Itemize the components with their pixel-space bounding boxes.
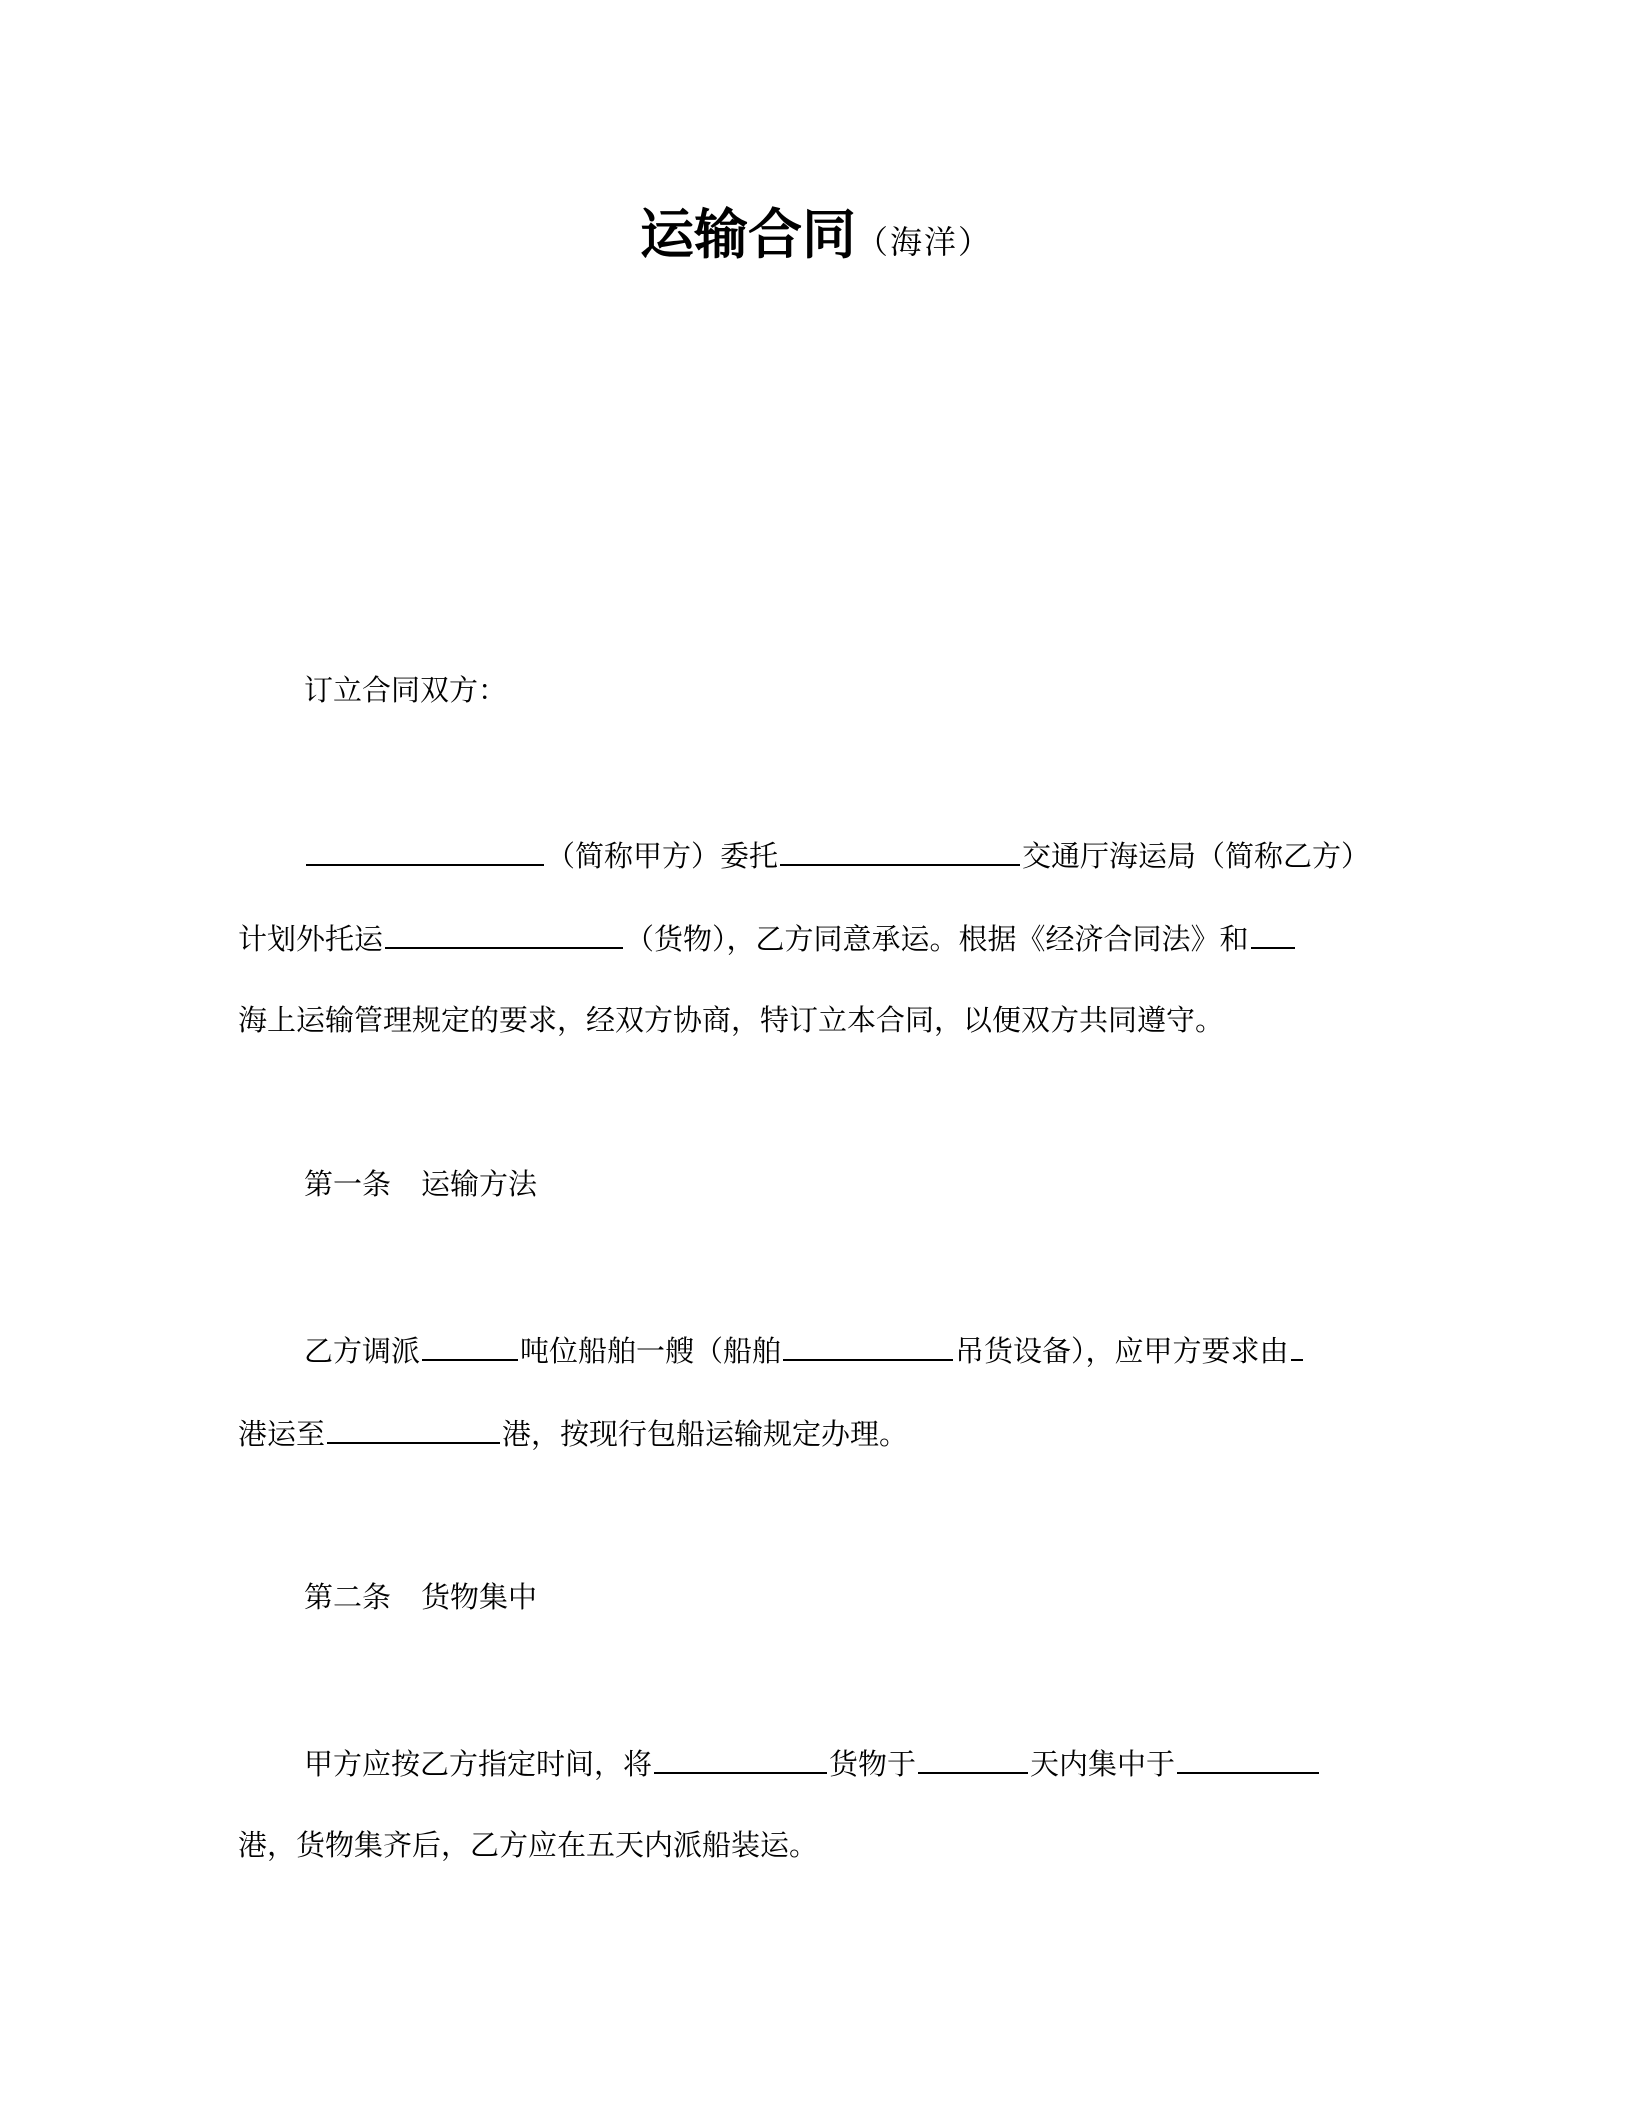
article-1-line-1: 乙方调派 吨位船舶一艘（船舶 吊货设备），应甲方要求由 <box>238 1329 1464 1371</box>
blank-origin-port[interactable] <box>1291 1329 1303 1361</box>
article-2-heading <box>238 1577 1464 1617</box>
intro-line-3: 海上运输管理规定的要求，经双方协商，特订立本合同，以便双方共同遵守。 <box>238 1003 1225 1037</box>
document-title <box>0 192 1632 269</box>
article-1-title: 运输方法 <box>421 1167 538 1201</box>
blank-destination-port[interactable] <box>327 1412 500 1444</box>
title-subtitle: （海洋） <box>855 223 992 261</box>
blank-party-a[interactable] <box>306 834 544 866</box>
article-1-heading <box>238 1164 1464 1204</box>
blank-cargo[interactable] <box>385 917 623 949</box>
blank-collection-port[interactable] <box>1177 1742 1319 1774</box>
blank-tonnage[interactable] <box>422 1329 518 1361</box>
article-2-title: 货物集中 <box>421 1580 538 1614</box>
blank-days[interactable] <box>918 1742 1028 1774</box>
article-1-line-2: 港运至 港，按现行包船运输规定办理。 <box>238 1412 1398 1454</box>
parties-heading: 订立合同双方： <box>304 673 508 707</box>
intro-line-2: 计划外托运 （货物），乙方同意承运。根据《经济合同法》和 <box>238 917 1398 959</box>
blank-region[interactable] <box>1251 917 1295 949</box>
title-main: 运输合同 <box>639 203 856 266</box>
article-2-number: 第二条 <box>304 1580 392 1614</box>
blank-goods[interactable] <box>654 1742 827 1774</box>
intro-line-1: （简称甲方）委托 交通厅海运局（简称乙方） <box>238 834 1464 876</box>
article-1-number: 第一条 <box>304 1167 392 1201</box>
article-2-line-2: 港，货物集齐后，乙方应在五天内派船装运。 <box>238 1828 819 1862</box>
blank-province[interactable] <box>780 834 1020 866</box>
article-2-line-1: 甲方应按乙方指定时间，将 货物于 天内集中于 <box>238 1742 1464 1784</box>
blank-ship-equipment[interactable] <box>783 1329 953 1361</box>
